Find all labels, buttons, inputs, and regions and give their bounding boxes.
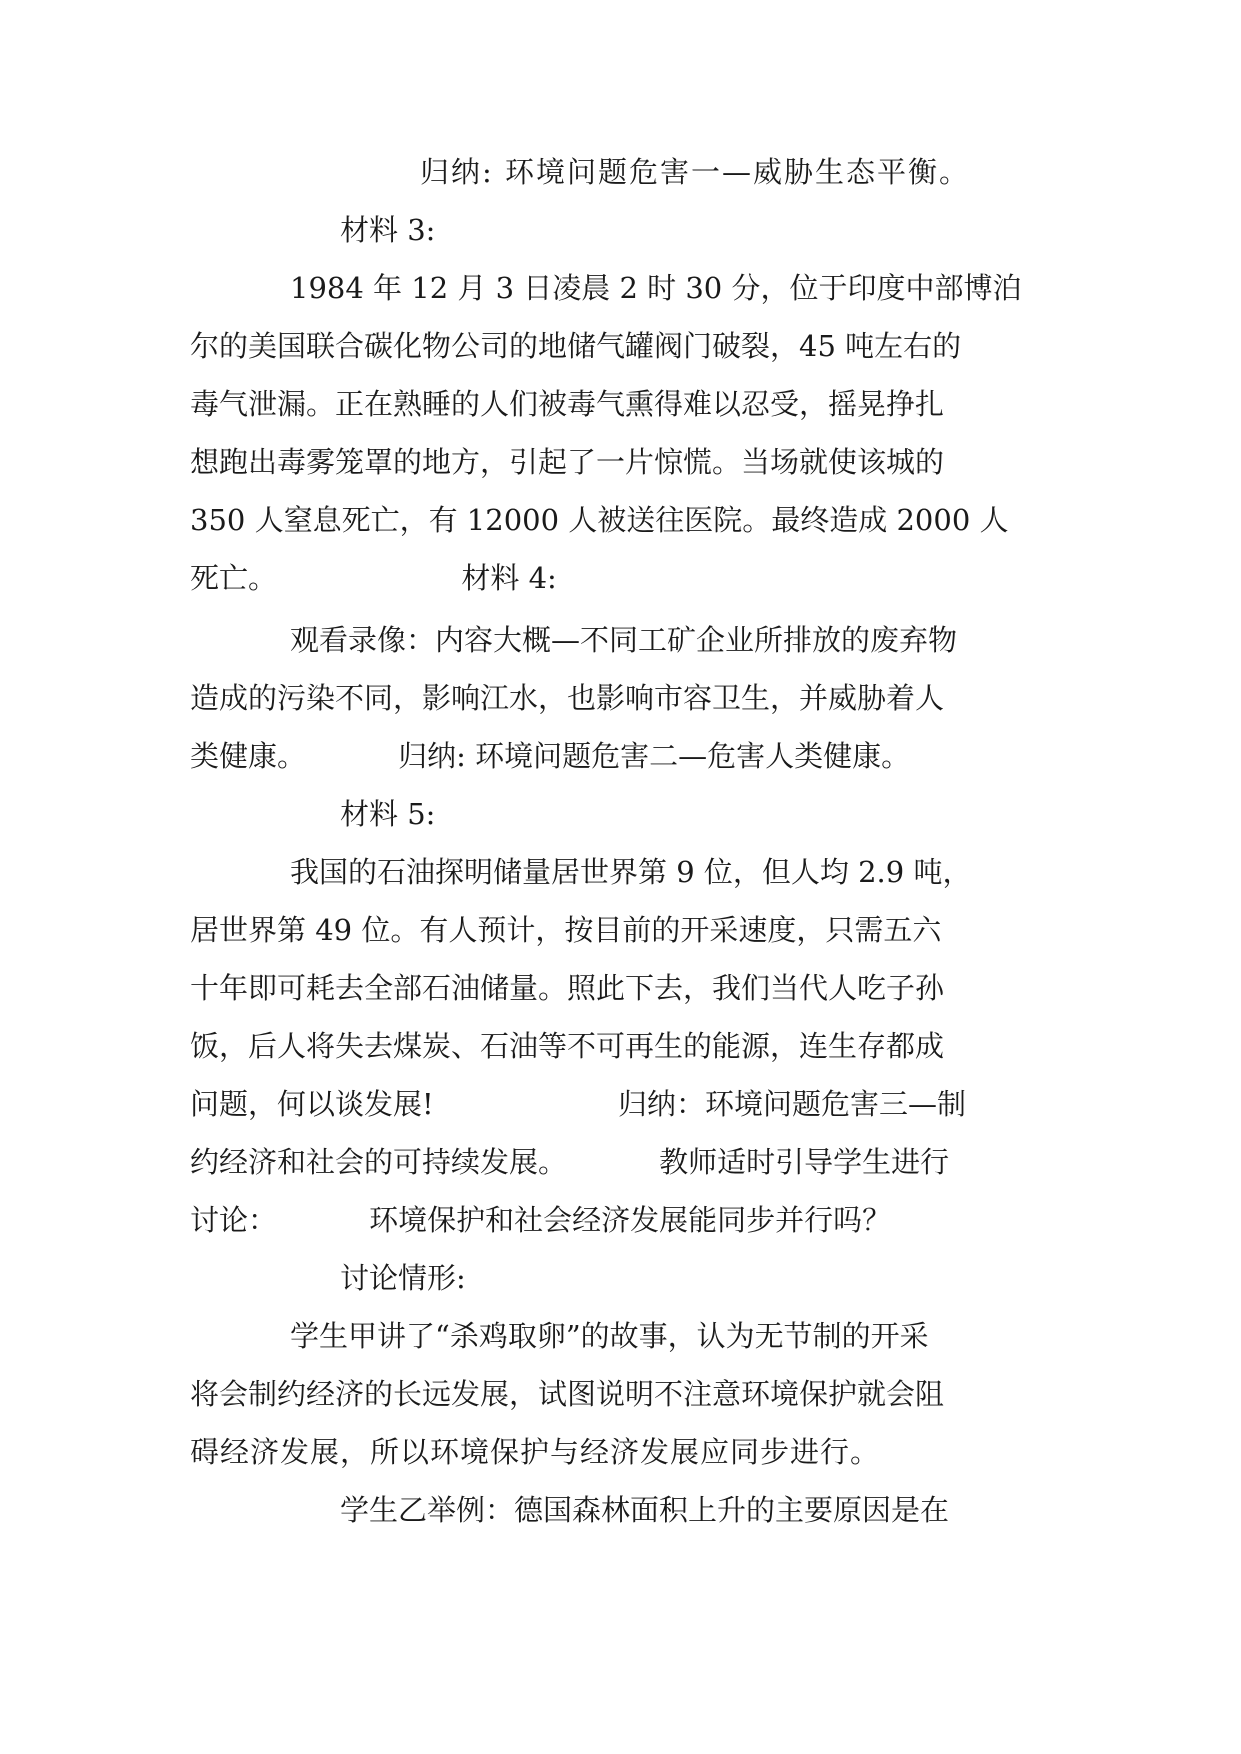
material-3-heading: 材料 3: bbox=[340, 213, 436, 247]
paragraph-line: 学生甲讲了“杀鸡取卵”的故事，认为无节制的开采 bbox=[290, 1319, 929, 1353]
paragraph-line: 饭，后人将失去煤炭、石油等不可再生的能源，连生存都成 bbox=[190, 1029, 945, 1063]
paragraph-line: 我国的石油探明储量居世界第 9 位，但人均 2.9 吨， bbox=[290, 855, 972, 889]
paragraph-line: 观看录像：内容大概—不同工矿企业所排放的废弃物 bbox=[290, 623, 958, 657]
material-5-heading: 材料 5: bbox=[340, 797, 436, 831]
paragraph-line: 1984 年 12 月 3 日凌晨 2 时 30 分，位于印度中部博泊 bbox=[290, 271, 1022, 305]
discussion-heading: 讨论情形: bbox=[340, 1261, 466, 1295]
summary-line-1: 归纳: 环境问题危害一—威胁生态平衡。 bbox=[420, 155, 970, 189]
paragraph-line: 约经济和社会的可持续发展。 教师适时引导学生进行 bbox=[190, 1145, 950, 1179]
paragraph-line: 学生乙举例：德国森林面积上升的主要原因是在 bbox=[340, 1493, 950, 1527]
paragraph-line: 350 人窒息死亡，有 12000 人被送往医院。最终造成 2000 人 bbox=[190, 503, 1009, 537]
paragraph-line: 居世界第 49 位。有人预计，按目前的开采速度，只需五六 bbox=[190, 913, 942, 947]
paragraph-line: 碍经济发展，所以环境保护与经济发展应同步进行。 bbox=[190, 1435, 881, 1469]
paragraph-line: 死亡。 材料 4: bbox=[190, 561, 557, 595]
paragraph-line: 尔的美国联合碳化物公司的地储气罐阀门破裂，45 吨左右的 bbox=[190, 329, 962, 363]
paragraph-line: 想跑出毒雾笼罩的地方，引起了一片惊慌。当场就使该城的 bbox=[190, 445, 945, 479]
paragraph-line: 十年即可耗去全部石油储量。照此下去，我们当代人吃子孙 bbox=[190, 971, 945, 1005]
paragraph-line: 问题，何以谈发展! 归纳：环境问题危害三—制 bbox=[190, 1087, 967, 1121]
paragraph-line: 造成的污染不同，影响江水，也影响市容卫生，并威胁着人 bbox=[190, 681, 945, 715]
paragraph-line: 讨论： 环境保护和社会经济发展能同步并行吗？ bbox=[190, 1203, 892, 1237]
paragraph-line: 毒气泄漏。正在熟睡的人们被毒气熏得难以忍受，摇晃挣扎 bbox=[190, 387, 945, 421]
paragraph-line: 类健康。 归纳: 环境问题危害二—危害人类健康。 bbox=[190, 739, 911, 773]
paragraph-line: 将会制约经济的长远发展，试图说明不注意环境保护就会阻 bbox=[190, 1377, 945, 1411]
